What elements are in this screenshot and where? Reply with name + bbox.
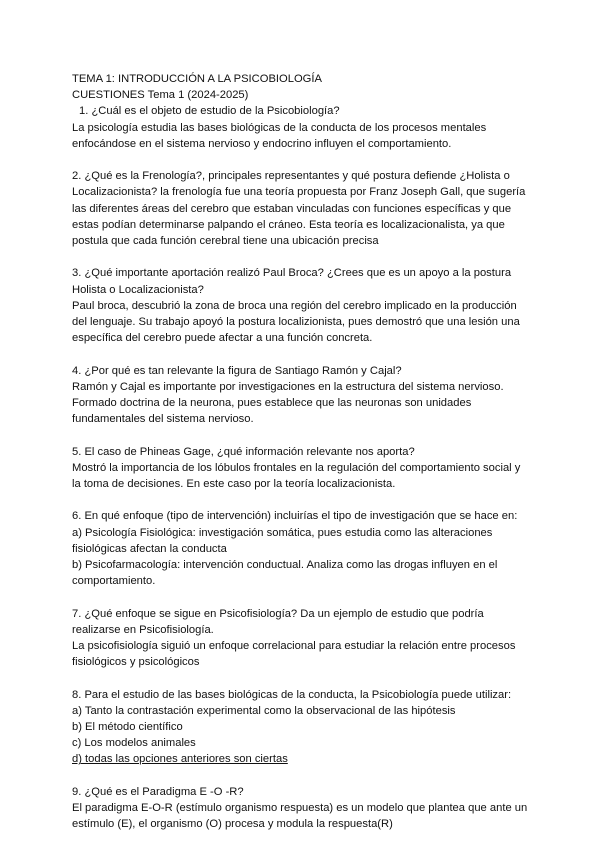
- question-8: [72, 687, 542, 768]
- answer-text: El paradigma E-O-R (estímulo organismo respuesta) es un modelo que plantea que ante un: [72, 802, 528, 815]
- question-text: 5. El caso de Phineas Gage, ¿qué información relevante nos aporta?: [72, 445, 415, 458]
- answer-text: b) Psicofarmacología: intervención conductual. Analiza como las drogas influyen en el: [72, 559, 498, 572]
- answer-text: específica del cerebro puede afectar a una función concreta.: [72, 332, 373, 345]
- answer-text: fundamentales del sistema nervioso.: [72, 413, 254, 426]
- option-d-correct-answer: d) todas las opciones anteriores son ciertas: [72, 753, 288, 766]
- answer-text: fisiológicas afectan la conducta: [72, 542, 227, 555]
- question-text: 1. ¿Cuál es el objeto de estudio de la Psicobiología?: [79, 105, 340, 118]
- header: [72, 71, 542, 103]
- question-4: [72, 363, 542, 428]
- question-text: 2. ¿Qué es la Frenología?, principales representantes y qué postura defiende ¿Holista o: [72, 170, 510, 183]
- document-title: TEMA 1: INTRODUCCIÓN A LA PSICOBIOLOGÍA: [72, 73, 322, 85]
- answer-text: postula que cada función cerebral tiene una ubicación precisa: [72, 235, 379, 248]
- question-5: [72, 444, 542, 493]
- question-text: 8. Para el estudio de las bases biológicas de la conducta, la Psicobiología puede utilizar:: [72, 688, 512, 701]
- answer-text: Formado doctrina de la neurona, pues establece que las neuronas son unidades: [72, 397, 472, 410]
- answer-text: estímulo (E), el organismo (O) procesa y modula la respuesta(R): [72, 818, 393, 831]
- answer-text: fisiológicos y psicológicos: [72, 656, 200, 669]
- answer-text: Paul broca, descubrió la zona de broca una región del cerebro implicado en la producción: [72, 299, 517, 312]
- question-text: 9. ¿Qué es el Paradigma E -O -R?: [72, 785, 244, 798]
- question-7: [72, 606, 542, 671]
- answer-text: comportamiento.: [72, 575, 156, 588]
- question-2: [72, 168, 542, 249]
- question-3: [72, 265, 542, 346]
- answer-text: del lenguaje. Su trabajo apoyó la postura localizionista, pues demostró que una lesión una: [72, 316, 520, 329]
- answer-text: Ramón y Cajal es importante por investigaciones en la estructura del sistema nervioso.: [72, 380, 504, 393]
- question-6: [72, 508, 542, 589]
- question-text: 3. ¿Qué importante aportación realizó Paul Broca? ¿Crees que es un apoyo a la postura: [72, 267, 512, 280]
- answer-text: Localizacionista? la frenología fue una teoría propuesta por Franz Joseph Gall, que sugería: [72, 186, 526, 199]
- answer-text: La psicofisiología siguió un enfoque correlacional para estudiar la relación entre procesos: [72, 640, 516, 653]
- question-text: realizarse en Psicofisiología.: [72, 623, 214, 636]
- question-text: Holista o Localizacionista?: [72, 283, 204, 296]
- answer-text: la toma de decisiones. En este caso por la teoría localizacionista.: [72, 478, 396, 491]
- option-a: a) Tanto la contrastación experimental como la observacional de las hipótesis: [72, 704, 456, 717]
- question-text: 4. ¿Por qué es tan relevante la figura de Santiago Ramón y Cajal?: [72, 364, 402, 377]
- option-c: c) Los modelos animales: [72, 737, 196, 750]
- answer-text: a) Psicología Fisiológica: investigación somática, pues estudia como las alteraciones: [72, 526, 493, 539]
- question-text: 6. En qué enfoque (tipo de intervención) incluirías el tipo de investigación que se hace en:: [72, 510, 518, 523]
- document-page: [72, 71, 542, 849]
- question-text: 7. ¿Qué enfoque se sigue en Psicofisiología? Da un ejemplo de estudio que podría: [72, 607, 484, 620]
- answer-text: las diferentes áreas del cerebro que estaban vinculadas con funciones específicas y que: [72, 202, 512, 215]
- answer-text: enfocándose en el sistema nervioso y endocrino influyen el comportamiento.: [72, 137, 452, 150]
- answer-text: La psicología estudia las bases biológicas de la conducta de los procesos mentales: [72, 121, 487, 134]
- document-subtitle: CUESTIONES Tema 1 (2024-2025): [72, 89, 249, 102]
- question-1: [72, 103, 542, 152]
- answer-text: Mostró la importancia de los lóbulos frontales en la regulación del comportamiento social y: [72, 461, 521, 474]
- question-9: [72, 784, 542, 833]
- option-b: b) El método científico: [72, 721, 183, 734]
- answer-text: estas podían determinarse palpando el cráneo. Esta teoría es localizacionalista, ya que: [72, 218, 505, 231]
